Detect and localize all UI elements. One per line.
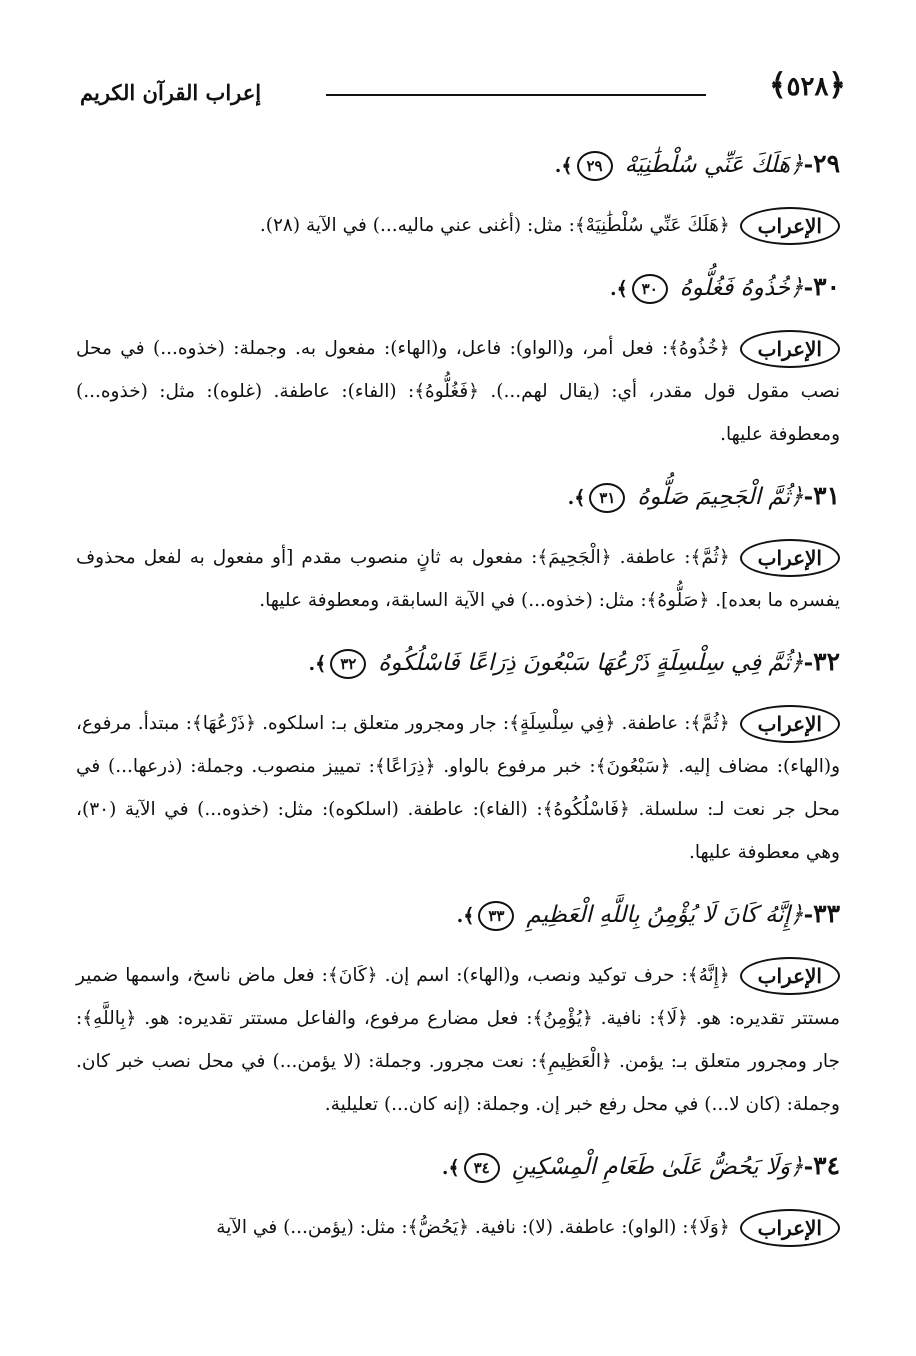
irab-label: الإعراب — [740, 705, 840, 743]
irab-label: الإعراب — [740, 539, 840, 577]
verse-heading: ٣٠-﴿خُذُوهُ فَغُلُّوهُ ٣٠﴾. — [76, 267, 840, 309]
page-header — [70, 60, 846, 120]
verse-heading: ٣٢-﴿ثُمَّ فِي سِلْسِلَةٍ ذَرْعُهَا سَبْعُونَ ذِرَاعًا فَاسْلُكُوهُ ٣٢﴾. — [76, 642, 840, 684]
irab-paragraph — [76, 702, 840, 874]
irab-text: ﴿هَلَكَ عَنِّي سُلْطَٰنِيَهْ﴾: مثل: (أغنى عني ماليه...) في الآية (٢٨). — [259, 215, 730, 236]
page-content — [76, 140, 840, 1269]
irab-paragraph — [76, 954, 840, 1126]
irab-text: ﴿وَلَا﴾: (الواو): عاطفة. (لا): نافية. ﴿يَحُضُّ﴾: مثل: (يؤمن...) في الآية — [216, 1217, 730, 1238]
header-rule — [326, 94, 706, 96]
ayah-number-marker: ٣٢ — [330, 649, 366, 679]
book-title: إعراب القرآن الكريم — [80, 80, 262, 105]
irab-label: الإعراب — [740, 957, 840, 995]
irab-paragraph — [76, 204, 840, 247]
ayah-number-marker: ٣٤ — [464, 1153, 500, 1183]
ayah-number-marker: ٣٣ — [478, 901, 514, 931]
verse-heading: ٣٤-﴿وَلَا يَحُضُّ عَلَىٰ طَعَامِ الْمِسْكِينِ ٣٤﴾. — [76, 1146, 840, 1188]
page-number: ﴿٥٢٨﴾ — [768, 68, 846, 103]
irab-label: الإعراب — [740, 207, 840, 245]
irab-label: الإعراب — [740, 1209, 840, 1247]
irab-text: ﴿ثُمَّ﴾: عاطفة. ﴿الْجَحِيمَ﴾: مفعول به ثانٍ منصوب مقدم [أو مفعول به لفعل محذوف يفسره ما بعده]. ﴿صَلُّوهُ﴾: مثل: (خذوه...) في الآية السابقة، ومعطوفة عليها. — [76, 547, 840, 611]
irab-paragraph — [76, 536, 840, 622]
irab-text: ﴿ثُمَّ﴾: عاطفة. ﴿فِي سِلْسِلَةٍ﴾: جار ومجرور متعلق بـ: اسلكوه. ﴿ذَرْعُهَا﴾: مبتدأ. مرفوع، و(الهاء): مضاف إليه. ﴿سَبْعُونَ﴾: خبر مرفوع بالواو. ﴿ذِرَاعًا﴾: تمييز منصوب. وجملة: (ذرعها...) في محل جر نعت لـ: سلسلة. ﴿فَاسْلُكُوهُ﴾: (الفاء): عاطفة. (اسلكوه): مثل: (خذوه...) في الآية (٣٠)، وهي معطوفة عليها. — [76, 713, 840, 863]
ayah-number-marker: ٣١ — [589, 483, 625, 513]
ayah-number-marker: ٢٩ — [577, 151, 613, 181]
verse-heading: ٣٣-﴿إِنَّهُ كَانَ لَا يُؤْمِنُ بِاللَّهِ الْعَظِيمِ ٣٣﴾. — [76, 894, 840, 936]
irab-paragraph — [76, 327, 840, 456]
verse-heading: ٢٩-﴿هَلَكَ عَنِّي سُلْطَٰنِيَهْ ٢٩﴾. — [76, 144, 840, 186]
irab-text: ﴿خُذُوهُ﴾: فعل أمر، و(الواو): فاعل، و(الهاء): مفعول به. وجملة: (خذوه...) في محل نصب مقول قول مقدر، أي: (يقال لهم...). ﴿فَغُلُّوهُ﴾: (الفاء): عاطفة. (غلوه): مثل: (خذوه...) ومعطوفة عليها. — [76, 338, 840, 445]
irab-text: ﴿إِنَّهُ﴾: حرف توكيد ونصب، و(الهاء): اسم إن. ﴿كَانَ﴾: فعل ماض ناسخ، واسمها ضمير مستتر تقديره: هو. ﴿لَا﴾: نافية. ﴿يُؤْمِنُ﴾: فعل مضارع مرفوع، والفاعل مستتر تقديره: هو. ﴿بِاللَّهِ﴾: جار ومجرور متعلق بـ: يؤمن. ﴿الْعَظِيمِ﴾: نعت مجرور. وجملة: (لا يؤمن...) في محل نصب خبر كان. وجملة: (كان لا...) في محل رفع خبر إن. وجملة: (إنه كان...) تعليلية. — [76, 965, 840, 1115]
ayah-number-marker: ٣٠ — [632, 274, 668, 304]
irab-label: الإعراب — [740, 330, 840, 368]
irab-paragraph — [76, 1206, 840, 1249]
verse-heading: ٣١-﴿ثُمَّ الْجَحِيمَ صَلُّوهُ ٣١﴾. — [76, 476, 840, 518]
